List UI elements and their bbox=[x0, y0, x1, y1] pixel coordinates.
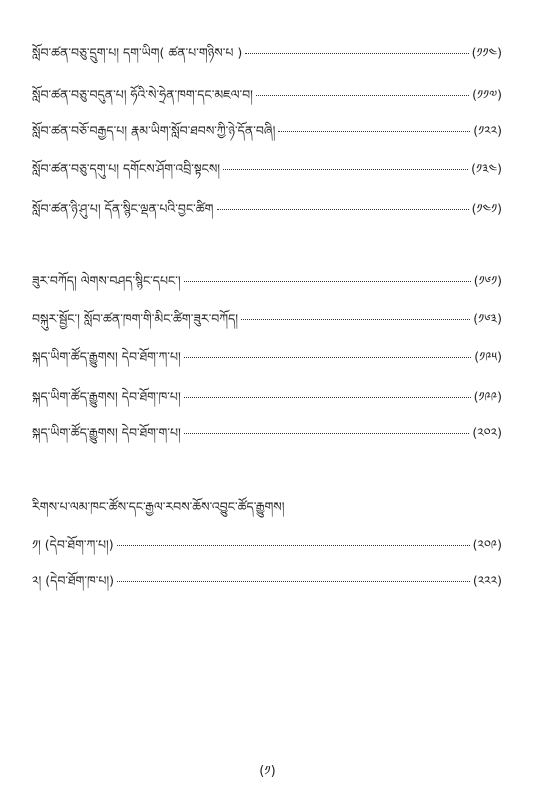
dot-leader bbox=[241, 319, 470, 320]
toc-entry-title: ཟུར་བཀོད། ལེགས་བཤད་སྙིང་དཔང་། bbox=[32, 273, 181, 288]
toc-entry-page: (༡༦༡) bbox=[473, 273, 502, 288]
toc-entry bbox=[32, 272, 502, 290]
toc-entry-page: (༡༡༧) bbox=[472, 87, 502, 102]
toc-entry bbox=[32, 122, 502, 140]
toc-entry bbox=[32, 536, 502, 554]
toc-entry-page: (༡༣༤) bbox=[471, 161, 502, 176]
toc-entry-title: ༡། (དེབ་ཐོག་ཀ་པ།) bbox=[32, 537, 114, 552]
toc-entry bbox=[32, 86, 502, 104]
toc-entry-page: (༡༤༡) bbox=[471, 201, 502, 216]
toc-entry-page: (༡༢༢) bbox=[473, 123, 502, 138]
dot-leader bbox=[184, 357, 472, 358]
toc-entry bbox=[32, 200, 502, 218]
toc-entry-title: ༢། (དེབ་ཐོག་ཁ་པ།) bbox=[32, 573, 114, 588]
page-number: (༡) bbox=[259, 764, 276, 779]
toc-entry-page: (༡༩༥) bbox=[474, 349, 502, 364]
toc-entry-title: སྐད་ཡིག་ཚོད་རྒྱུགས། དེབ་ཐོག་ག་པ། bbox=[32, 425, 181, 440]
dot-leader bbox=[256, 95, 469, 96]
dot-leader bbox=[184, 397, 471, 398]
dot-leader bbox=[223, 169, 468, 170]
toc-entry bbox=[32, 388, 502, 406]
toc-entry-page: (༡༦༣) bbox=[473, 311, 502, 326]
dot-leader bbox=[184, 433, 470, 434]
toc-entry-page: (༢༠༩) bbox=[472, 537, 502, 552]
toc-entry-title: སློབ་ཚན་བཅུ་བདུན་པ། ཧོའི་སེ་ཧྲེན་ཁག་དང་མཇལ་བ། bbox=[32, 87, 253, 102]
toc-entry bbox=[32, 348, 502, 366]
dot-leader bbox=[278, 131, 470, 132]
toc-entry bbox=[32, 44, 502, 62]
toc-entry-title: སློབ་ཚན་བཅོ་བརྒྱད་པ། རྣམ་ཡིག་སློབ་ཐབས་ཀྱི་ཉེ་དོན་བཞི། bbox=[32, 123, 276, 138]
section-heading: རིགས་པ་ལམ་ཁང་ཚོས་དང་རྒྱལ་རབས་ཆོས་འབྱུང་ཚོད་རྒྱུགས། bbox=[32, 499, 285, 514]
toc-entry bbox=[32, 424, 502, 442]
dot-leader bbox=[245, 53, 468, 54]
dot-leader bbox=[117, 581, 470, 582]
toc-entry-title: སློབ་ཚན་བཅུ་དགུ་པ། དགོངས་ཤོག་འབྲི་སྟངས། bbox=[32, 161, 221, 176]
toc-entry bbox=[32, 160, 502, 178]
toc-entry-title: སློབ་ཚན་ཉི་ཤུ་པ། དོན་སྙིང་ལྡན་པའི་བྱང་ཚིག bbox=[32, 201, 214, 216]
dot-leader bbox=[184, 281, 471, 282]
toc-entry-page: (༢༠༢) bbox=[472, 425, 502, 440]
toc-entry-title: སྐད་ཡིག་ཚོད་རྒྱུགས། དེབ་ཐོག་ཀ་པ། bbox=[32, 349, 181, 364]
toc-entry-title: སློབ་ཚན་བཅུ་དྲུག་པ། དག་ཡིག( ཚན་པ་གཉིས་པ ) bbox=[32, 45, 243, 60]
toc-entry-title: བསྐུར་སྦྱོང་། སློབ་ཚན་ཁག་གི་མིང་ཚིག་ཟུར་བཀོད། bbox=[32, 311, 239, 326]
dot-leader bbox=[217, 209, 469, 210]
dot-leader bbox=[117, 545, 470, 546]
toc-entry bbox=[32, 572, 502, 590]
toc-entry-page: (༡༡༤) bbox=[471, 45, 502, 60]
toc-entry bbox=[32, 310, 502, 328]
toc-entry-title: སྐད་ཡིག་ཚོད་རྒྱུགས། དེབ་ཐོག་ཁ་པ། bbox=[32, 389, 181, 404]
toc-entry-page: (༢༢༢) bbox=[472, 573, 502, 588]
toc-entry-page: (༡༩༩) bbox=[473, 389, 502, 404]
